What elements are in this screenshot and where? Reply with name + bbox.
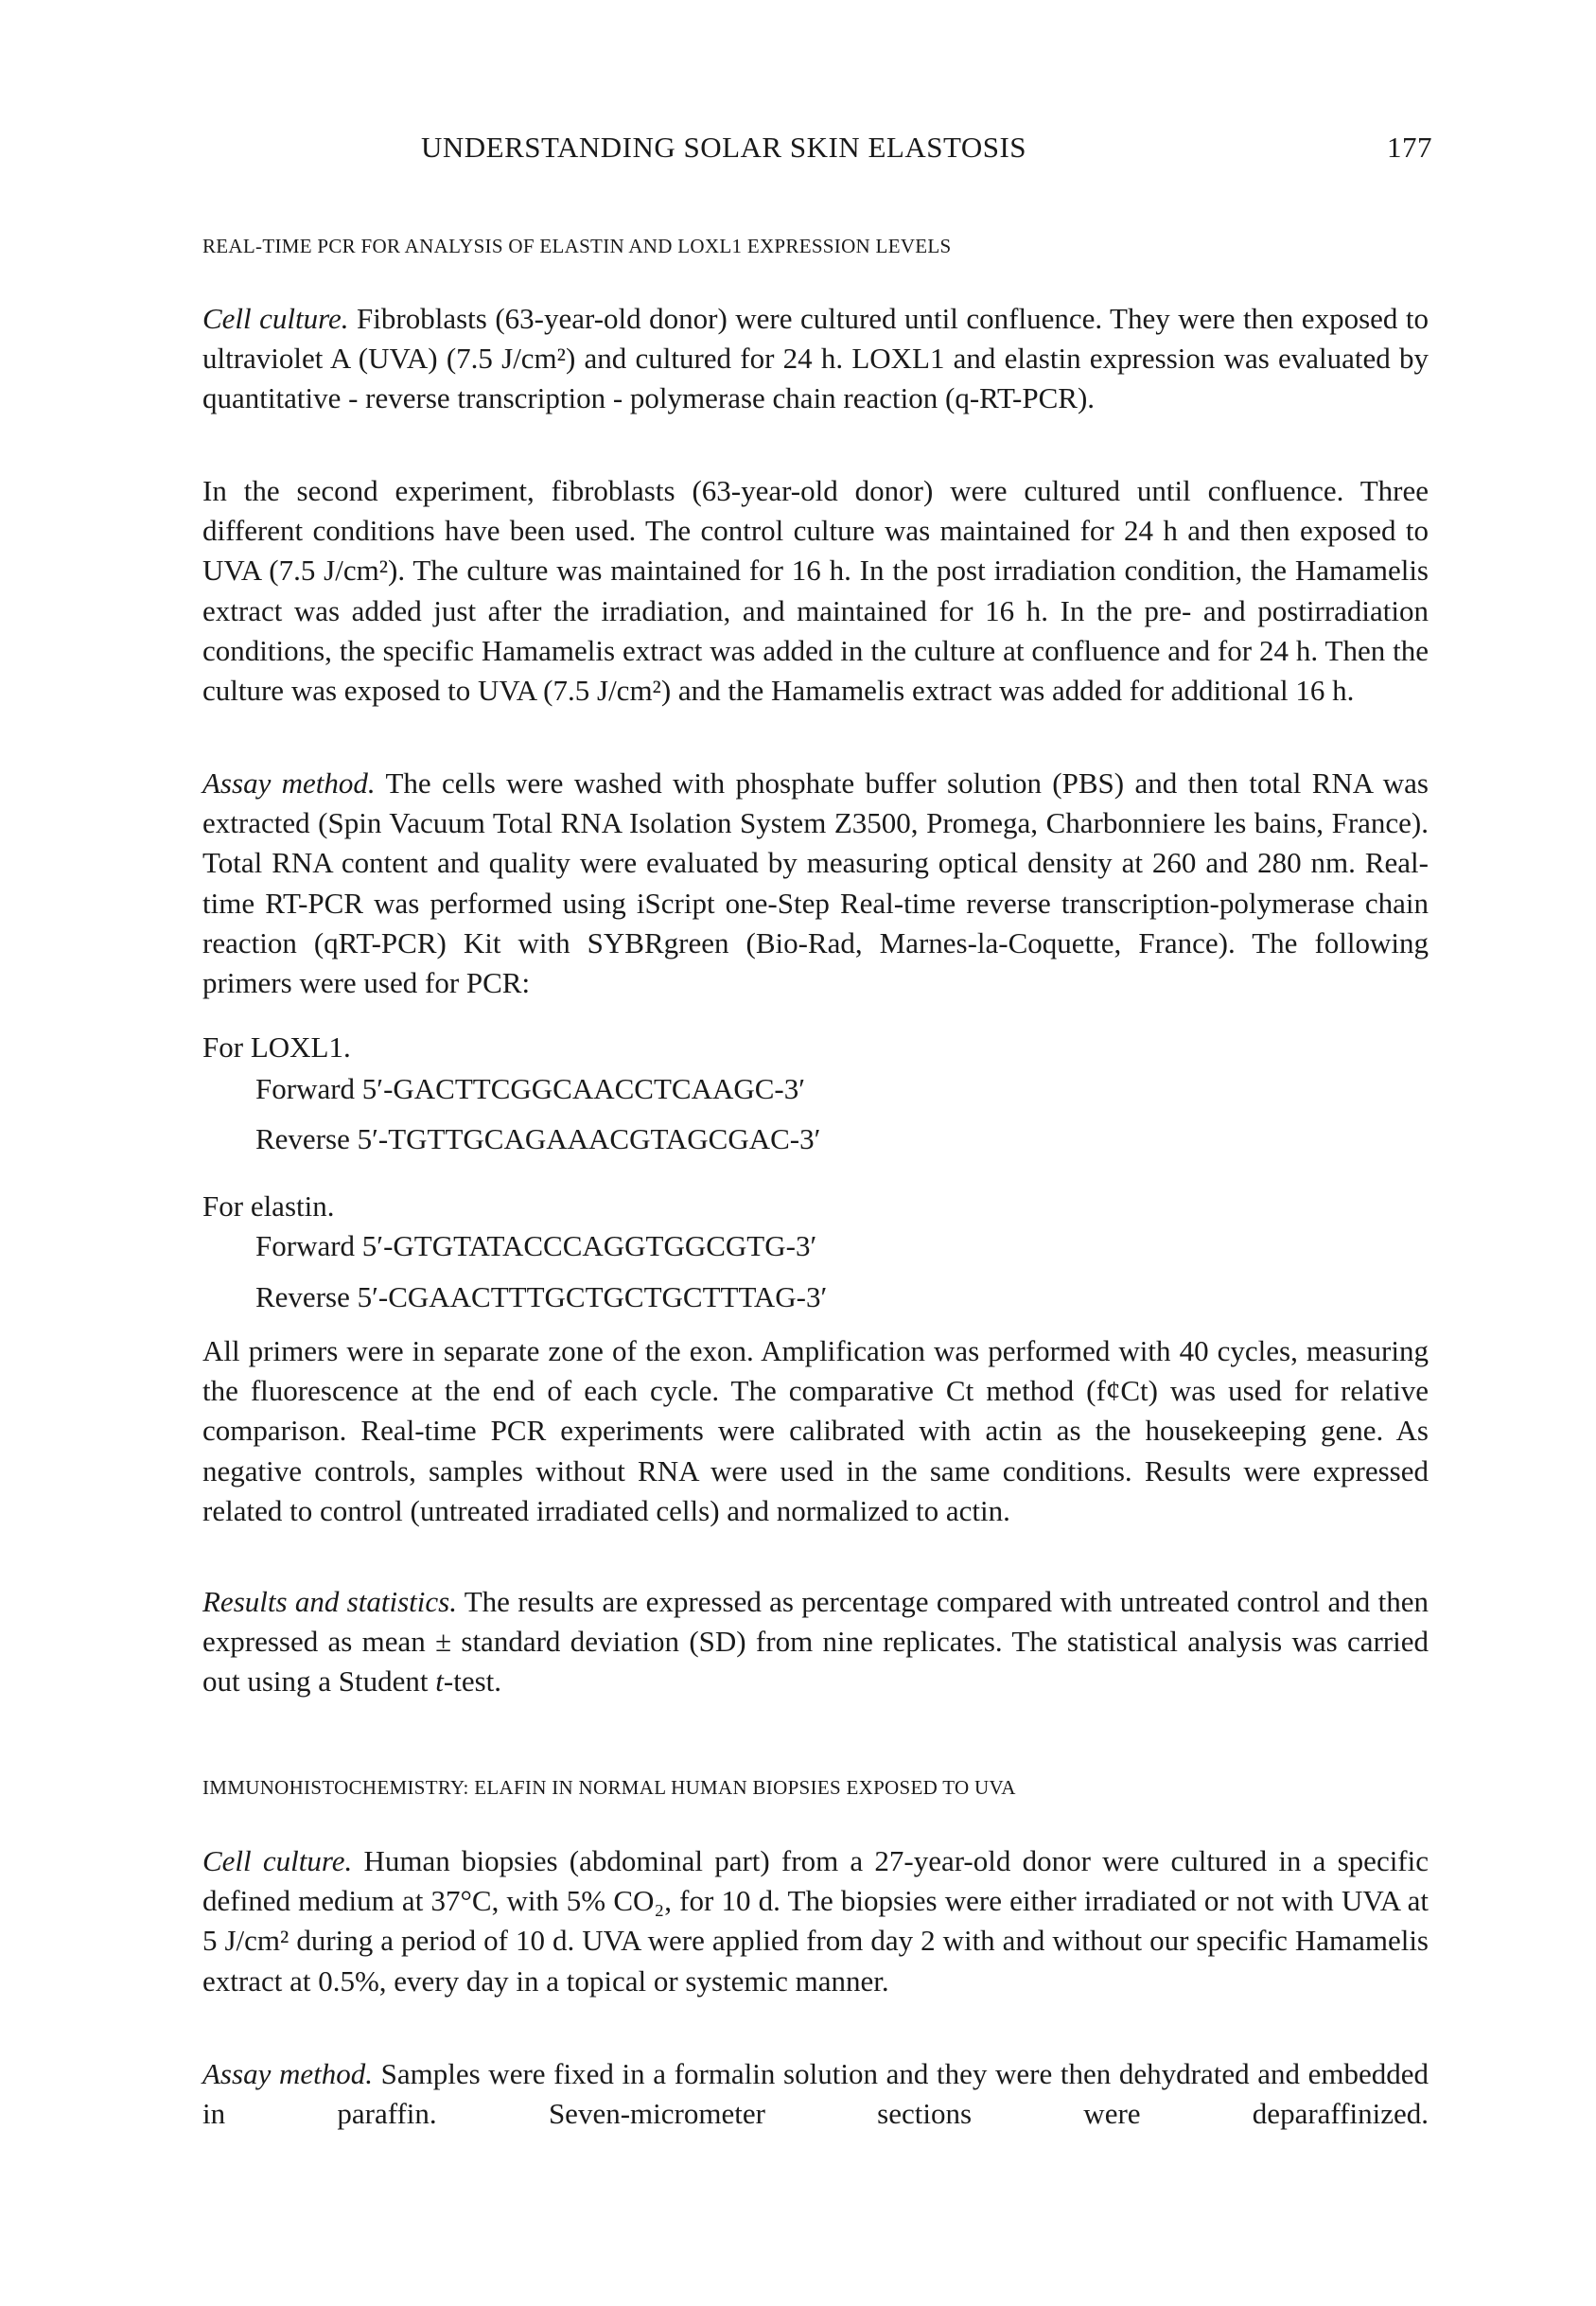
elastin-forward-primer: Forward 5′-GTGTATACCCAGGTGGCGTG-3′ — [255, 1229, 817, 1262]
run-in-heading: Cell culture. — [202, 1844, 353, 1877]
loxl1-reverse-primer: Reverse 5′-TGTTGCAGAAACGTAGCGAC-3′ — [255, 1122, 821, 1155]
paragraph-text: The cells were washed with phosphate buffer solution (PBS) and then total RNA was extracted (Spin Vacuum Total RNA Isolation System Z3500, Promega, Charbonniere les bains, France). Total RNA content and quality were evaluated by measuring optical density at 260 and 280 nm. Real-time RT-PCR was performed using iScript one-Step Real-time reverse transcription-polymerase chain reaction (qRT-PCR) Kit with SYBRgreen (Bio-Rad, Marnes-la-Coquette, France). The following primers were used for PCR: — [202, 766, 1429, 1000]
section-heading-immunohistochemistry: IMMUNOHISTOCHEMISTRY: ELAFIN IN NORMAL HUMAN BIOPSIES EXPOSED TO UVA — [202, 1776, 1016, 1799]
elastin-label: For elastin. — [202, 1189, 335, 1223]
paragraph-text: Human biopsies (abdominal part) from a 27-year-old donor were cultured in a specific defined medium at 37°C, with 5% CO₂, for 10 d. The biopsies were either irradiated or not with UVA at 5 J/cm² during a period of 10 d. UVA were applied from day 2 with and without our specific Hamamelis extract at 0.5%, every day in a topical or systemic manner. — [202, 1844, 1429, 1998]
loxl1-label: For LOXL1. — [202, 1030, 351, 1064]
paragraph-cell-culture-2 — [202, 1841, 1429, 2001]
paragraph-assay-method-2 — [202, 2054, 1429, 2134]
paragraph-text-end: -test. — [443, 1664, 502, 1699]
paragraph-assay-method — [202, 764, 1429, 1003]
t-italic: t — [435, 1664, 444, 1699]
run-in-heading: Assay method. — [202, 766, 376, 800]
section-heading-pcr: REAL-TIME PCR FOR ANALYSIS OF ELASTIN AND LOXL1 EXPRESSION LEVELS — [202, 235, 952, 257]
paragraph-text: Samples were fixed in a formalin solution and they were then dehydrated and embedded in paraffin. Seven-micrometer sections were deparaffinized. — [202, 2057, 1429, 2131]
paragraph-text: Fibroblasts (63-year-old donor) were cultured until confluence. They were then exposed to ultraviolet A (UVA) (7.5 J/cm²) and cultured for 24 h. LOXL1 and elastin expression was evaluated by quantitative - reverse transcription - polymerase chain reaction (q-RT-PCR). — [202, 302, 1429, 415]
page-number: 177 — [1387, 131, 1432, 164]
running-title: UNDERSTANDING SOLAR SKIN ELASTOSIS — [421, 131, 1027, 164]
elastin-reverse-primer: Reverse 5′-CGAACTTTGCTGCTGCTTTAG-3′ — [255, 1280, 828, 1313]
paragraph-cell-culture — [202, 299, 1429, 419]
paragraph-second-experiment: In the second experiment, fibroblasts (63-year-old donor) were cultured until confluence. Three different conditions have been used. The control culture was maintained for 24 h and then exposed to UVA (7.5 J/cm²). The culture was maintained for 16 h. In the post irradiation condition, the Hamamelis extract was added just after the irradiation, and maintained for 16 h. In the pre- and postirradiation conditions, the specific Hamamelis extract was added in the culture at confluence and for 24 h. Then the culture was exposed to UVA (7.5 J/cm²) and the Hamamelis extract was added for additional 16 h. — [202, 474, 1429, 708]
paragraph-results — [202, 1582, 1429, 1702]
paragraph-text: The results are expressed as percentage compared with untreated control and then expressed as mean ± standard deviation (SD) from nine replicates. The statistical analysis was carried out using a Student — [202, 1585, 1429, 1699]
loxl1-forward-primer: Forward 5′-GACTTCGGCAACCTCAAGC-3′ — [255, 1072, 806, 1105]
run-in-heading: Cell culture. — [202, 302, 349, 335]
paragraph-primers: All primers were in separate zone of the exon. Amplification was performed with 40 cycles, measuring the fluorescence at the end of each cycle. The comparative Ct method (f¢Ct) was used for relative comparison. Real-time PCR experiments were calibrated with actin as the housekeeping gene. As negative controls, samples without RNA were used in the same conditions. Results were expressed related to control (untreated irradiated cells) and normalized to actin. — [202, 1334, 1429, 1527]
run-in-heading: Assay method. — [202, 2057, 373, 2090]
run-in-heading: Results and statistics. — [202, 1585, 457, 1618]
